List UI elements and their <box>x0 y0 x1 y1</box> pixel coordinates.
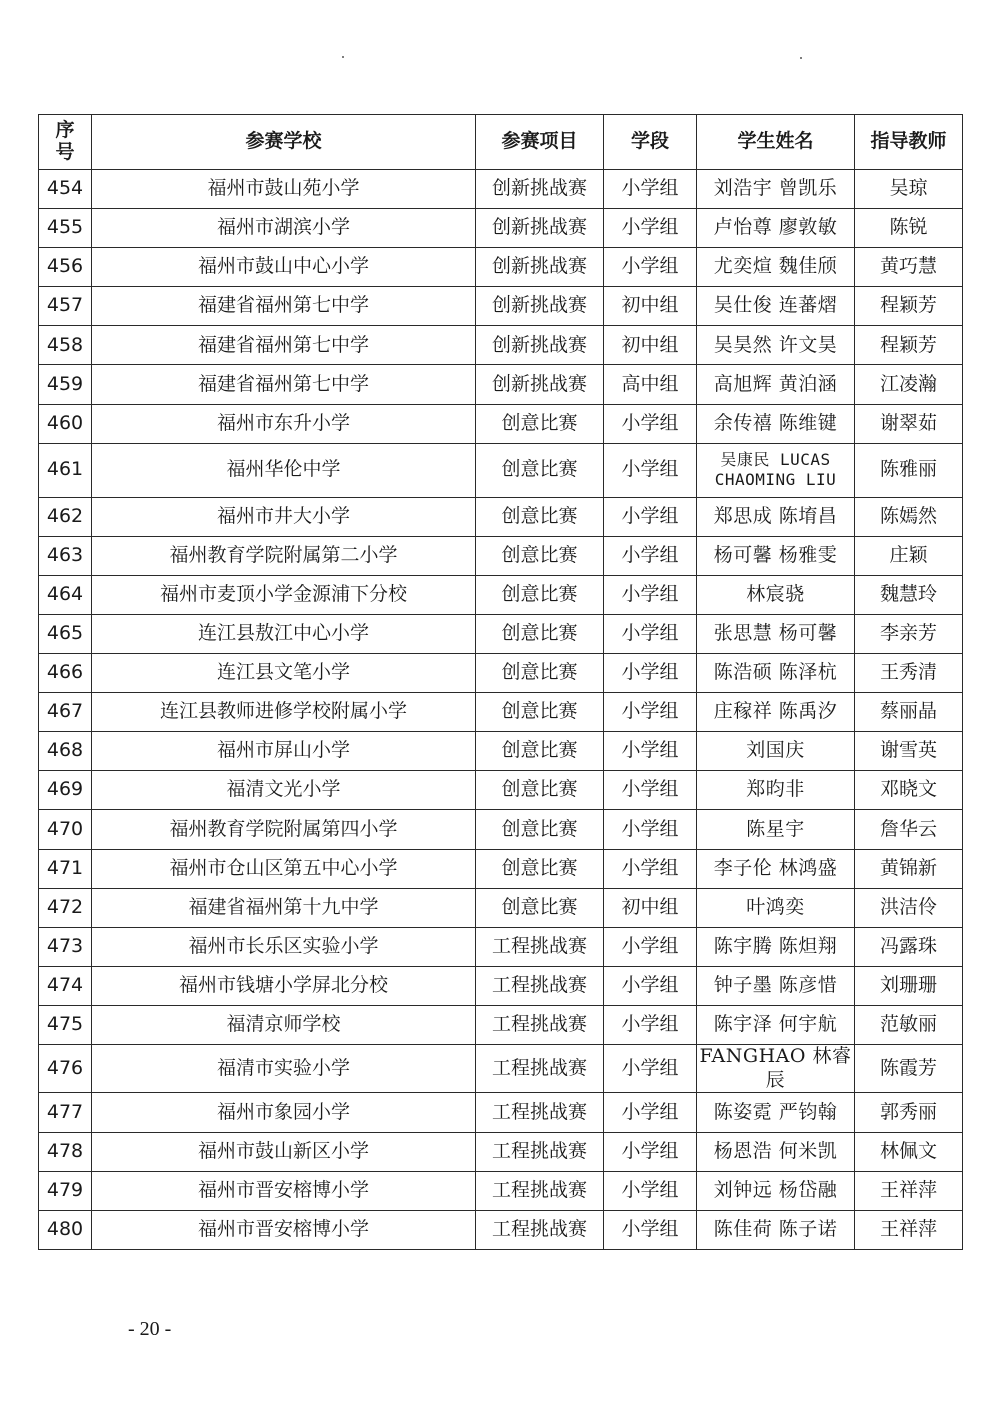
cell-stage: 小学组 <box>604 404 697 443</box>
cell-teacher: 黄锦新 <box>855 849 963 888</box>
cell-school: 福州市钱塘小学屏北分校 <box>92 966 476 1005</box>
page-number: - 20 - <box>128 1318 172 1340</box>
cell-project: 创意比赛 <box>476 771 604 810</box>
cell-project: 创意比赛 <box>476 443 604 497</box>
cell-students: 庄稼祥 陈禹汐 <box>697 693 855 732</box>
cell-stage: 小学组 <box>604 654 697 693</box>
cell-teacher: 庄颖 <box>855 536 963 575</box>
cell-students: 陈姿霓 严钧翰 <box>697 1093 855 1132</box>
table-row <box>39 732 963 771</box>
cell-seq-number: 465 <box>39 614 92 653</box>
cell-project: 创意比赛 <box>476 497 604 536</box>
table-row <box>39 1132 963 1171</box>
cell-stage: 小学组 <box>604 810 697 849</box>
cell-project: 工程挑战赛 <box>476 1093 604 1132</box>
cell-stage: 初中组 <box>604 888 697 927</box>
cell-teacher: 陈雅丽 <box>855 443 963 497</box>
cell-project: 创意比赛 <box>476 575 604 614</box>
cell-teacher: 王祥萍 <box>855 1210 963 1249</box>
cell-teacher: 李亲芳 <box>855 614 963 653</box>
cell-stage: 小学组 <box>604 536 697 575</box>
cell-seq-number: 463 <box>39 536 92 575</box>
cell-teacher: 刘珊珊 <box>855 966 963 1005</box>
cell-school: 连江县教师进修学校附属小学 <box>92 693 476 732</box>
cell-teacher: 谢雪英 <box>855 732 963 771</box>
table-row <box>39 654 963 693</box>
cell-teacher: 王秀清 <box>855 654 963 693</box>
cell-project: 工程挑战赛 <box>476 1210 604 1249</box>
cell-school: 福州市鼓山新区小学 <box>92 1132 476 1171</box>
table-row <box>39 966 963 1005</box>
cell-stage: 小学组 <box>604 575 697 614</box>
cell-project: 创新挑战赛 <box>476 287 604 326</box>
table-row <box>39 693 963 732</box>
cell-school: 连江县文笔小学 <box>92 654 476 693</box>
cell-teacher: 魏慧玲 <box>855 575 963 614</box>
table-row <box>39 810 963 849</box>
cell-students: FANGHAO 林睿辰 <box>697 1044 855 1093</box>
cell-teacher: 程颖芳 <box>855 287 963 326</box>
cell-students: 陈星宇 <box>697 810 855 849</box>
cell-students: 吴昊然 许文昊 <box>697 326 855 365</box>
cell-project: 创意比赛 <box>476 849 604 888</box>
header-students: 学生姓名 <box>697 115 855 170</box>
cell-school: 福州市长乐区实验小学 <box>92 927 476 966</box>
cell-school: 福州市鼓山中心小学 <box>92 248 476 287</box>
cell-school: 福清京师学校 <box>92 1005 476 1044</box>
cell-project: 工程挑战赛 <box>476 1171 604 1210</box>
table-row <box>39 927 963 966</box>
cell-stage: 初中组 <box>604 326 697 365</box>
award-roster-table <box>38 114 963 1250</box>
table-row <box>39 771 963 810</box>
cell-seq-number: 470 <box>39 810 92 849</box>
cell-school: 福州市井大小学 <box>92 497 476 536</box>
cell-school: 福州市屏山小学 <box>92 732 476 771</box>
cell-seq-number: 454 <box>39 170 92 209</box>
cell-school: 福建省福州第十九中学 <box>92 888 476 927</box>
cell-project: 创新挑战赛 <box>476 365 604 404</box>
cell-stage: 小学组 <box>604 1044 697 1093</box>
cell-project: 创新挑战赛 <box>476 209 604 248</box>
cell-school: 福建省福州第七中学 <box>92 365 476 404</box>
cell-students: 刘国庆 <box>697 732 855 771</box>
cell-stage: 小学组 <box>604 1093 697 1132</box>
cell-seq-number: 469 <box>39 771 92 810</box>
cell-seq-number: 462 <box>39 497 92 536</box>
cell-students: 林宸骁 <box>697 575 855 614</box>
cell-students: 陈宇泽 何宇航 <box>697 1005 855 1044</box>
cell-project: 工程挑战赛 <box>476 1005 604 1044</box>
scan-speck <box>800 57 802 59</box>
header-seq: 序号 <box>39 115 92 170</box>
table-row <box>39 443 963 497</box>
cell-school: 福建省福州第七中学 <box>92 287 476 326</box>
cell-teacher: 江凌瀚 <box>855 365 963 404</box>
table-row <box>39 1093 963 1132</box>
cell-stage: 小学组 <box>604 927 697 966</box>
cell-stage: 小学组 <box>604 693 697 732</box>
cell-school: 福清市实验小学 <box>92 1044 476 1093</box>
cell-teacher: 郭秀丽 <box>855 1093 963 1132</box>
cell-stage: 小学组 <box>604 170 697 209</box>
cell-seq-number: 467 <box>39 693 92 732</box>
cell-students: 刘浩宇 曾凯乐 <box>697 170 855 209</box>
cell-seq-number: 476 <box>39 1044 92 1093</box>
cell-school: 福州市象园小学 <box>92 1093 476 1132</box>
cell-project: 创意比赛 <box>476 404 604 443</box>
header-teacher: 指导教师 <box>855 115 963 170</box>
cell-school: 福州市东升小学 <box>92 404 476 443</box>
cell-students: 郑昀非 <box>697 771 855 810</box>
cell-school: 福州市仓山区第五中心小学 <box>92 849 476 888</box>
cell-students: 杨恩浩 何米凯 <box>697 1132 855 1171</box>
cell-stage: 小学组 <box>604 732 697 771</box>
cell-seq-number: 471 <box>39 849 92 888</box>
cell-seq-number: 459 <box>39 365 92 404</box>
cell-seq-number: 474 <box>39 966 92 1005</box>
cell-students: 陈浩硕 陈泽杭 <box>697 654 855 693</box>
header-project: 参赛项目 <box>476 115 604 170</box>
cell-stage: 小学组 <box>604 1005 697 1044</box>
cell-students: 叶鸿奕 <box>697 888 855 927</box>
cell-teacher: 林佩文 <box>855 1132 963 1171</box>
cell-project: 创意比赛 <box>476 536 604 575</box>
cell-teacher: 詹华云 <box>855 810 963 849</box>
cell-students <box>697 443 855 497</box>
cell-seq-number: 458 <box>39 326 92 365</box>
cell-stage: 小学组 <box>604 443 697 497</box>
cell-seq-number: 466 <box>39 654 92 693</box>
cell-students: 尤奕煊 魏佳颀 <box>697 248 855 287</box>
cell-seq-number: 477 <box>39 1093 92 1132</box>
table-row <box>39 326 963 365</box>
cell-seq-number: 456 <box>39 248 92 287</box>
table-row <box>39 404 963 443</box>
cell-seq-number: 479 <box>39 1171 92 1210</box>
cell-students: 卢怡尊 廖敦敏 <box>697 209 855 248</box>
header-school: 参赛学校 <box>92 115 476 170</box>
table-row <box>39 614 963 653</box>
cell-school: 福州华伦中学 <box>92 443 476 497</box>
cell-stage: 小学组 <box>604 1171 697 1210</box>
cell-project: 创新挑战赛 <box>476 326 604 365</box>
cell-stage: 小学组 <box>604 849 697 888</box>
cell-teacher: 陈霞芳 <box>855 1044 963 1093</box>
cell-stage: 高中组 <box>604 365 697 404</box>
cell-seq-number: 473 <box>39 927 92 966</box>
cell-teacher: 吴琼 <box>855 170 963 209</box>
table-row <box>39 1005 963 1044</box>
cell-seq-number: 461 <box>39 443 92 497</box>
table-row <box>39 209 963 248</box>
cell-project: 创意比赛 <box>476 654 604 693</box>
table-row <box>39 1210 963 1249</box>
cell-seq-number: 480 <box>39 1210 92 1249</box>
table-row <box>39 287 963 326</box>
cell-students: 杨可馨 杨雅雯 <box>697 536 855 575</box>
cell-project: 创意比赛 <box>476 810 604 849</box>
cell-teacher: 谢翠茹 <box>855 404 963 443</box>
cell-teacher: 邓晓文 <box>855 771 963 810</box>
table-row <box>39 888 963 927</box>
cell-students: 陈佳荷 陈子诺 <box>697 1210 855 1249</box>
cell-students: 郑思成 陈堉昌 <box>697 497 855 536</box>
table-row <box>39 849 963 888</box>
cell-teacher: 陈锐 <box>855 209 963 248</box>
header-stage: 学段 <box>604 115 697 170</box>
cell-students: 高旭辉 黄泊涵 <box>697 365 855 404</box>
cell-teacher: 洪洁伶 <box>855 888 963 927</box>
cell-school: 福州市麦顶小学金源浦下分校 <box>92 575 476 614</box>
cell-students: 吴仕俊 连蕃熠 <box>697 287 855 326</box>
table-row <box>39 248 963 287</box>
cell-seq-number: 468 <box>39 732 92 771</box>
table-row <box>39 497 963 536</box>
table-row <box>39 365 963 404</box>
cell-project: 工程挑战赛 <box>476 1132 604 1171</box>
student-names-line-2: CHAOMING LIU <box>714 470 837 490</box>
cell-project: 创意比赛 <box>476 732 604 771</box>
cell-students: 陈宇腾 陈炟翔 <box>697 927 855 966</box>
cell-stage: 小学组 <box>604 1210 697 1249</box>
cell-school: 福州市鼓山苑小学 <box>92 170 476 209</box>
cell-students: 钟子墨 陈彦惜 <box>697 966 855 1005</box>
cell-teacher: 黄巧慧 <box>855 248 963 287</box>
table-row <box>39 1171 963 1210</box>
cell-school: 连江县敖江中心小学 <box>92 614 476 653</box>
cell-stage: 小学组 <box>604 248 697 287</box>
cell-seq-number: 478 <box>39 1132 92 1171</box>
cell-seq-number: 460 <box>39 404 92 443</box>
cell-students: 刘钟远 杨岱融 <box>697 1171 855 1210</box>
table-row <box>39 536 963 575</box>
table-body <box>39 170 963 1250</box>
cell-seq-number: 475 <box>39 1005 92 1044</box>
cell-stage: 小学组 <box>604 1132 697 1171</box>
cell-project: 工程挑战赛 <box>476 1044 604 1093</box>
scan-speck <box>342 56 344 58</box>
cell-teacher: 陈嫣然 <box>855 497 963 536</box>
cell-students: 李子伦 林鸿盛 <box>697 849 855 888</box>
cell-teacher: 程颖芳 <box>855 326 963 365</box>
cell-project: 创意比赛 <box>476 614 604 653</box>
cell-students: 余传禧 陈维键 <box>697 404 855 443</box>
cell-school: 福州教育学院附属第二小学 <box>92 536 476 575</box>
cell-seq-number: 455 <box>39 209 92 248</box>
cell-school: 福州市晋安榕博小学 <box>92 1171 476 1210</box>
cell-seq-number: 472 <box>39 888 92 927</box>
cell-students: 张思慧 杨可馨 <box>697 614 855 653</box>
cell-teacher: 王祥萍 <box>855 1171 963 1210</box>
cell-seq-number: 457 <box>39 287 92 326</box>
cell-school: 福州市晋安榕博小学 <box>92 1210 476 1249</box>
cell-stage: 小学组 <box>604 497 697 536</box>
table-row <box>39 170 963 209</box>
cell-project: 创新挑战赛 <box>476 248 604 287</box>
cell-school: 福州市湖滨小学 <box>92 209 476 248</box>
cell-project: 创新挑战赛 <box>476 170 604 209</box>
cell-stage: 小学组 <box>604 614 697 653</box>
cell-project: 工程挑战赛 <box>476 966 604 1005</box>
table-row <box>39 1044 963 1093</box>
cell-stage: 小学组 <box>604 771 697 810</box>
cell-stage: 初中组 <box>604 287 697 326</box>
cell-teacher: 范敏丽 <box>855 1005 963 1044</box>
cell-school: 福州教育学院附属第四小学 <box>92 810 476 849</box>
cell-stage: 小学组 <box>604 966 697 1005</box>
cell-project: 工程挑战赛 <box>476 927 604 966</box>
table-row <box>39 575 963 614</box>
cell-school: 福建省福州第七中学 <box>92 326 476 365</box>
student-names-line-1: 吴康民 LUCAS <box>720 450 831 470</box>
cell-stage: 小学组 <box>604 209 697 248</box>
cell-seq-number: 464 <box>39 575 92 614</box>
cell-project: 创意比赛 <box>476 888 604 927</box>
table-header-row <box>39 115 963 170</box>
cell-teacher: 蔡丽晶 <box>855 693 963 732</box>
cell-school: 福清文光小学 <box>92 771 476 810</box>
cell-teacher: 冯露珠 <box>855 927 963 966</box>
cell-project: 创意比赛 <box>476 693 604 732</box>
